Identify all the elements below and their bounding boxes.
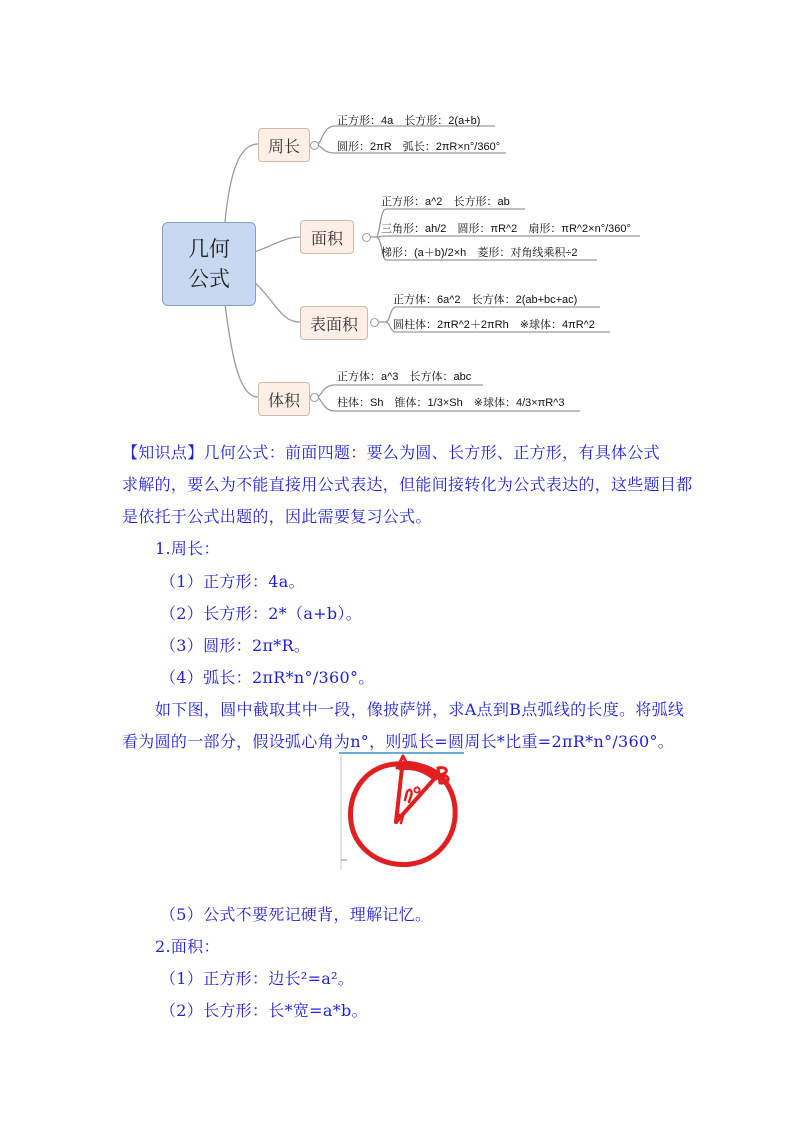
leaf-text: 菱形：对角线乘积÷2 <box>477 247 578 259</box>
branch-perimeter-label: 周长 <box>267 136 300 156</box>
leaf-text: 圆柱体：2πR^2＋2πRh <box>393 319 509 331</box>
collapse-toggle-icon[interactable] <box>310 393 319 402</box>
leaf-text: 长方体：2(ab+bc+ac) <box>471 294 578 306</box>
perimeter-row-2 <box>337 140 508 154</box>
leaf-text: 正方体：6a^2 <box>393 294 461 306</box>
paragraph-knowledge-line2: 求解的，要么为不能直接用公式表达，但能间接转化为公式表达的，这些题目都 <box>122 475 693 494</box>
leaf-text: 正方形：a^2 <box>381 196 443 208</box>
heading-area: 2.面积： <box>155 937 220 956</box>
area-row-1 <box>381 195 518 209</box>
circle-sector-drawing <box>339 752 464 872</box>
root-label-line1: 几何 <box>188 237 230 261</box>
leaf-text: 扇形：πR^2×n°/360° <box>528 223 631 235</box>
item-arc-length: （4）弧长：2πR*n°/360°。 <box>160 668 375 687</box>
paragraph-arc-line2: 看为圆的一部分，假设弧心角为n°，则弧长=圆周长*比重=2πR*n°/360°。 <box>122 732 675 751</box>
leaf-text: 三角形：ah/2 <box>381 223 447 235</box>
geometry-formula-mindmap <box>150 100 650 430</box>
surface-row-1 <box>393 293 585 307</box>
area-row-2 <box>381 222 639 236</box>
collapse-toggle-icon[interactable] <box>310 141 319 150</box>
branch-perimeter[interactable] <box>258 128 310 162</box>
leaf-text: 梯形：(a＋b)/2×h <box>381 247 467 259</box>
paragraph-knowledge-line3: 是依托于公式出题的，因此需要复习公式。 <box>122 507 432 526</box>
mindmap-root-node[interactable] <box>162 222 256 306</box>
branch-surface-area-label: 表面积 <box>309 314 358 334</box>
leaf-text: ※球体：4πR^2 <box>519 319 595 331</box>
leaf-text: 圆形：πR^2 <box>457 223 518 235</box>
item-square-area: （1）正方形：边长²=a²。 <box>160 969 355 988</box>
leaf-text: 正方形：4a <box>337 115 394 127</box>
perimeter-row-1 <box>337 114 488 128</box>
branch-area-label: 面积 <box>310 228 343 248</box>
leaf-text: 正方体：a^3 <box>337 371 399 383</box>
leaf-text: ※球体：4/3×πR^3 <box>473 397 565 409</box>
volume-row-1 <box>337 370 479 384</box>
item-rectangle-perimeter: （2）长方形：2*（a+b）。 <box>160 604 363 623</box>
branch-area[interactable] <box>300 220 354 254</box>
leaf-text: 锥体：1/3×Sh <box>394 397 463 409</box>
leaf-text: 柱体：Sh <box>337 397 384 409</box>
root-label-line2: 公式 <box>188 267 230 291</box>
leaf-text: 长方形：2(a+b) <box>404 115 481 127</box>
heading-perimeter: 1.周长： <box>155 539 220 558</box>
branch-volume[interactable] <box>258 382 310 416</box>
collapse-toggle-icon[interactable] <box>370 318 379 327</box>
item-square-perimeter: （1）正方形：4a。 <box>160 572 305 591</box>
area-row-3 <box>381 246 586 260</box>
leaf-text: 长方体：abc <box>409 371 472 383</box>
collapse-toggle-icon[interactable] <box>362 233 371 242</box>
leaf-text: 圆形：2πR <box>337 141 392 153</box>
item-circle-perimeter: （3）圆形：2π*R。 <box>160 636 311 655</box>
leaf-text: 长方形：ab <box>453 196 510 208</box>
paragraph-knowledge-line1: 【知识点】几何公式：前面四题：要么为圆、长方形、正方形，有具体公式 <box>122 443 660 462</box>
leaf-text: 弧长：2πR×n°/360° <box>402 141 501 153</box>
item-understand-memory: （5）公式不要死记硬背，理解记忆。 <box>160 905 432 924</box>
arc-sector-sketch <box>339 752 464 872</box>
item-rectangle-area: （2）长方形：长*宽=a*b。 <box>160 1001 368 1020</box>
volume-row-2 <box>337 396 573 410</box>
paragraph-arc-line1: 如下图，圆中截取其中一段，像披萨饼，求A点到B点弧线的长度。将弧线 <box>155 700 685 719</box>
surface-row-2 <box>393 318 603 332</box>
branch-surface-area[interactable] <box>300 306 368 340</box>
branch-volume-label: 体积 <box>267 390 300 410</box>
